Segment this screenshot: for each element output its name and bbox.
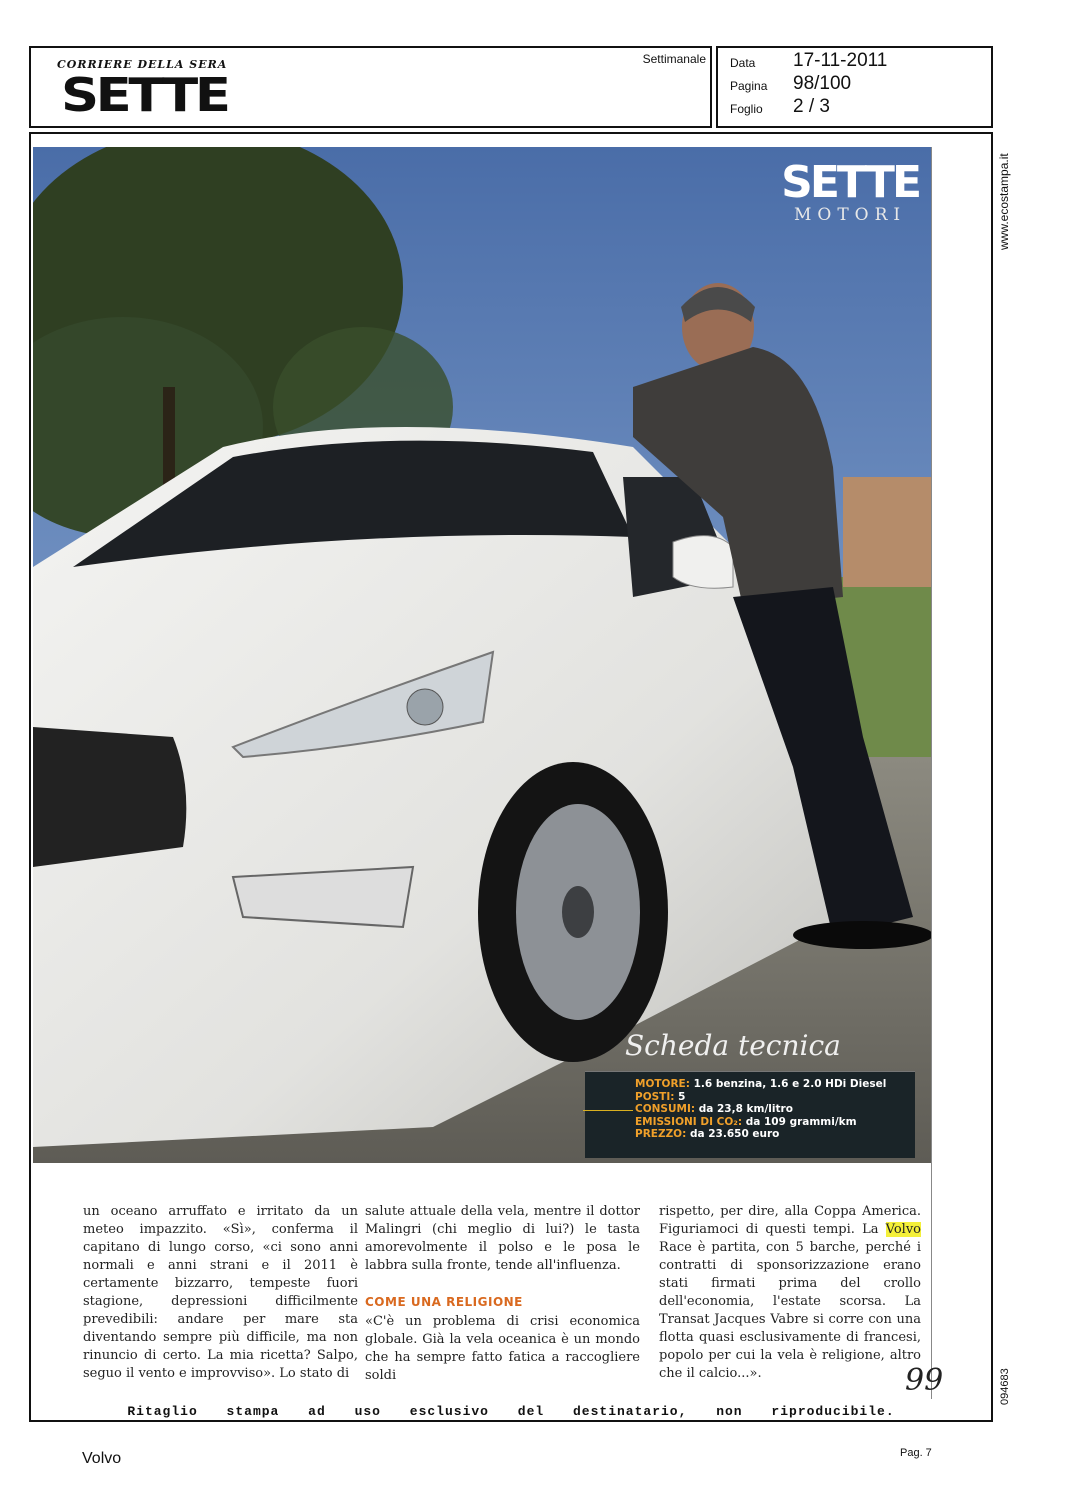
clipping-code: 094683 <box>999 1368 1011 1405</box>
masthead-logo: SETTE <box>61 68 228 122</box>
article-text-col1: un oceano arruffato e irritato da un meteo impazzito. «Sì», conferma il capitano di lungo corso, «ci sono anni normali e anni strani e il 2011 è certamente bizzarro, tempeste fuori stagione, depressioni difficilmente prevedibili: andare per mare sta diventando sempre più difficile, ma non rinuncio di certo. La mia ricetta? Salpo, seguo il vento e improvviso». Lo stato di <box>83 1204 358 1381</box>
periodicity-label: Settimanale <box>642 52 706 66</box>
car-mirror <box>673 536 733 589</box>
spec-row-emissioni: EMISSIONI DI CO₂: da 109 grammi/km <box>635 1115 857 1128</box>
headlight-lens <box>407 689 443 725</box>
motori-logo-text: MOTORI <box>794 205 907 225</box>
meta-label-pagina: Pagina <box>730 79 768 93</box>
article-column-2 <box>365 1203 640 1385</box>
magazine-page-number: 99 <box>905 1363 944 1398</box>
masthead-box <box>29 46 712 128</box>
meta-label-foglio: Foglio <box>730 102 763 116</box>
article-column-3 <box>659 1203 921 1383</box>
document-page-label: Pag. 7 <box>900 1447 932 1459</box>
spec-list <box>635 1078 886 1141</box>
meta-value-foglio: 2 / 3 <box>793 96 830 117</box>
meta-value-pagina: 98/100 <box>793 73 852 94</box>
article-column-1 <box>83 1203 358 1383</box>
photo-illustration <box>33 147 931 1163</box>
website-text: www.ecostampa.it <box>997 153 1011 250</box>
masthead-subtitle: CORRIERE DELLA SERA <box>57 58 228 71</box>
car-photo <box>33 147 931 1163</box>
car-fog-light <box>233 867 413 927</box>
spec-row-prezzo: PREZZO: da 23.650 euro <box>635 1128 780 1140</box>
highlighted-keyword: Volvo <box>885 1222 921 1237</box>
article-text-col2b: «C'è un problema di crisi economica globale. Già la vela oceanica è un mondo che ha sempre fatto fatica a raccogliere soldi <box>365 1314 640 1383</box>
car-hub <box>562 886 594 938</box>
clipping-code-vertical <box>997 1360 1015 1410</box>
meta-label-data: Data <box>730 56 756 70</box>
article-text-col3a: rispetto, per dire, alla Coppa America. Figuriamoci di questi tempi. La <box>659 1204 921 1237</box>
clipping-disclaimer: Ritaglio stampa ad uso esclusivo del destinatario, non riproducibile. <box>127 1404 895 1419</box>
clipping-topic: Volvo <box>82 1450 122 1467</box>
sette-logo-text: SETTE <box>781 157 919 208</box>
car-grille <box>33 727 186 867</box>
spec-row-motore: MOTORE: 1.6 benzina, 1.6 e 2.0 HDi Diesel <box>635 1078 887 1090</box>
spec-panel-rule <box>583 1110 633 1111</box>
sette-motori-logo <box>781 157 919 225</box>
scheda-tecnica-title: Scheda tecnica <box>625 1029 841 1062</box>
publication-meta-box <box>716 46 993 128</box>
spec-panel <box>585 1071 915 1158</box>
article-text-col3b: Race è partita, con 5 barche, perché i contratti di sponsorizzazione erano stati firmati prima del crollo dell'economia, l'estate scorsa. La Transat Jacques Vabre si corre con una flotta quasi esclusivamente di francesi, popolo per cui la vela è religione, altro che il calcio...». <box>659 1240 921 1381</box>
article-text-col2a: salute attuale della vela, mentre il dottor Malingri (chi meglio di lui?) le tasta amorevolmente il polso e le posa le labbra sulla fronte, tende all'influenza. <box>365 1204 640 1273</box>
website-vertical <box>997 150 1015 250</box>
spec-row-consumi: CONSUMI: da 23,8 km/litro <box>635 1103 793 1115</box>
article-subhead: COME UNA RELIGIONE <box>365 1295 523 1309</box>
meta-value-data: 17-11-2011 <box>793 50 888 71</box>
spec-row-posti: POSTI: 5 <box>635 1090 686 1103</box>
man-shoe <box>793 921 931 949</box>
building-right <box>843 477 931 587</box>
